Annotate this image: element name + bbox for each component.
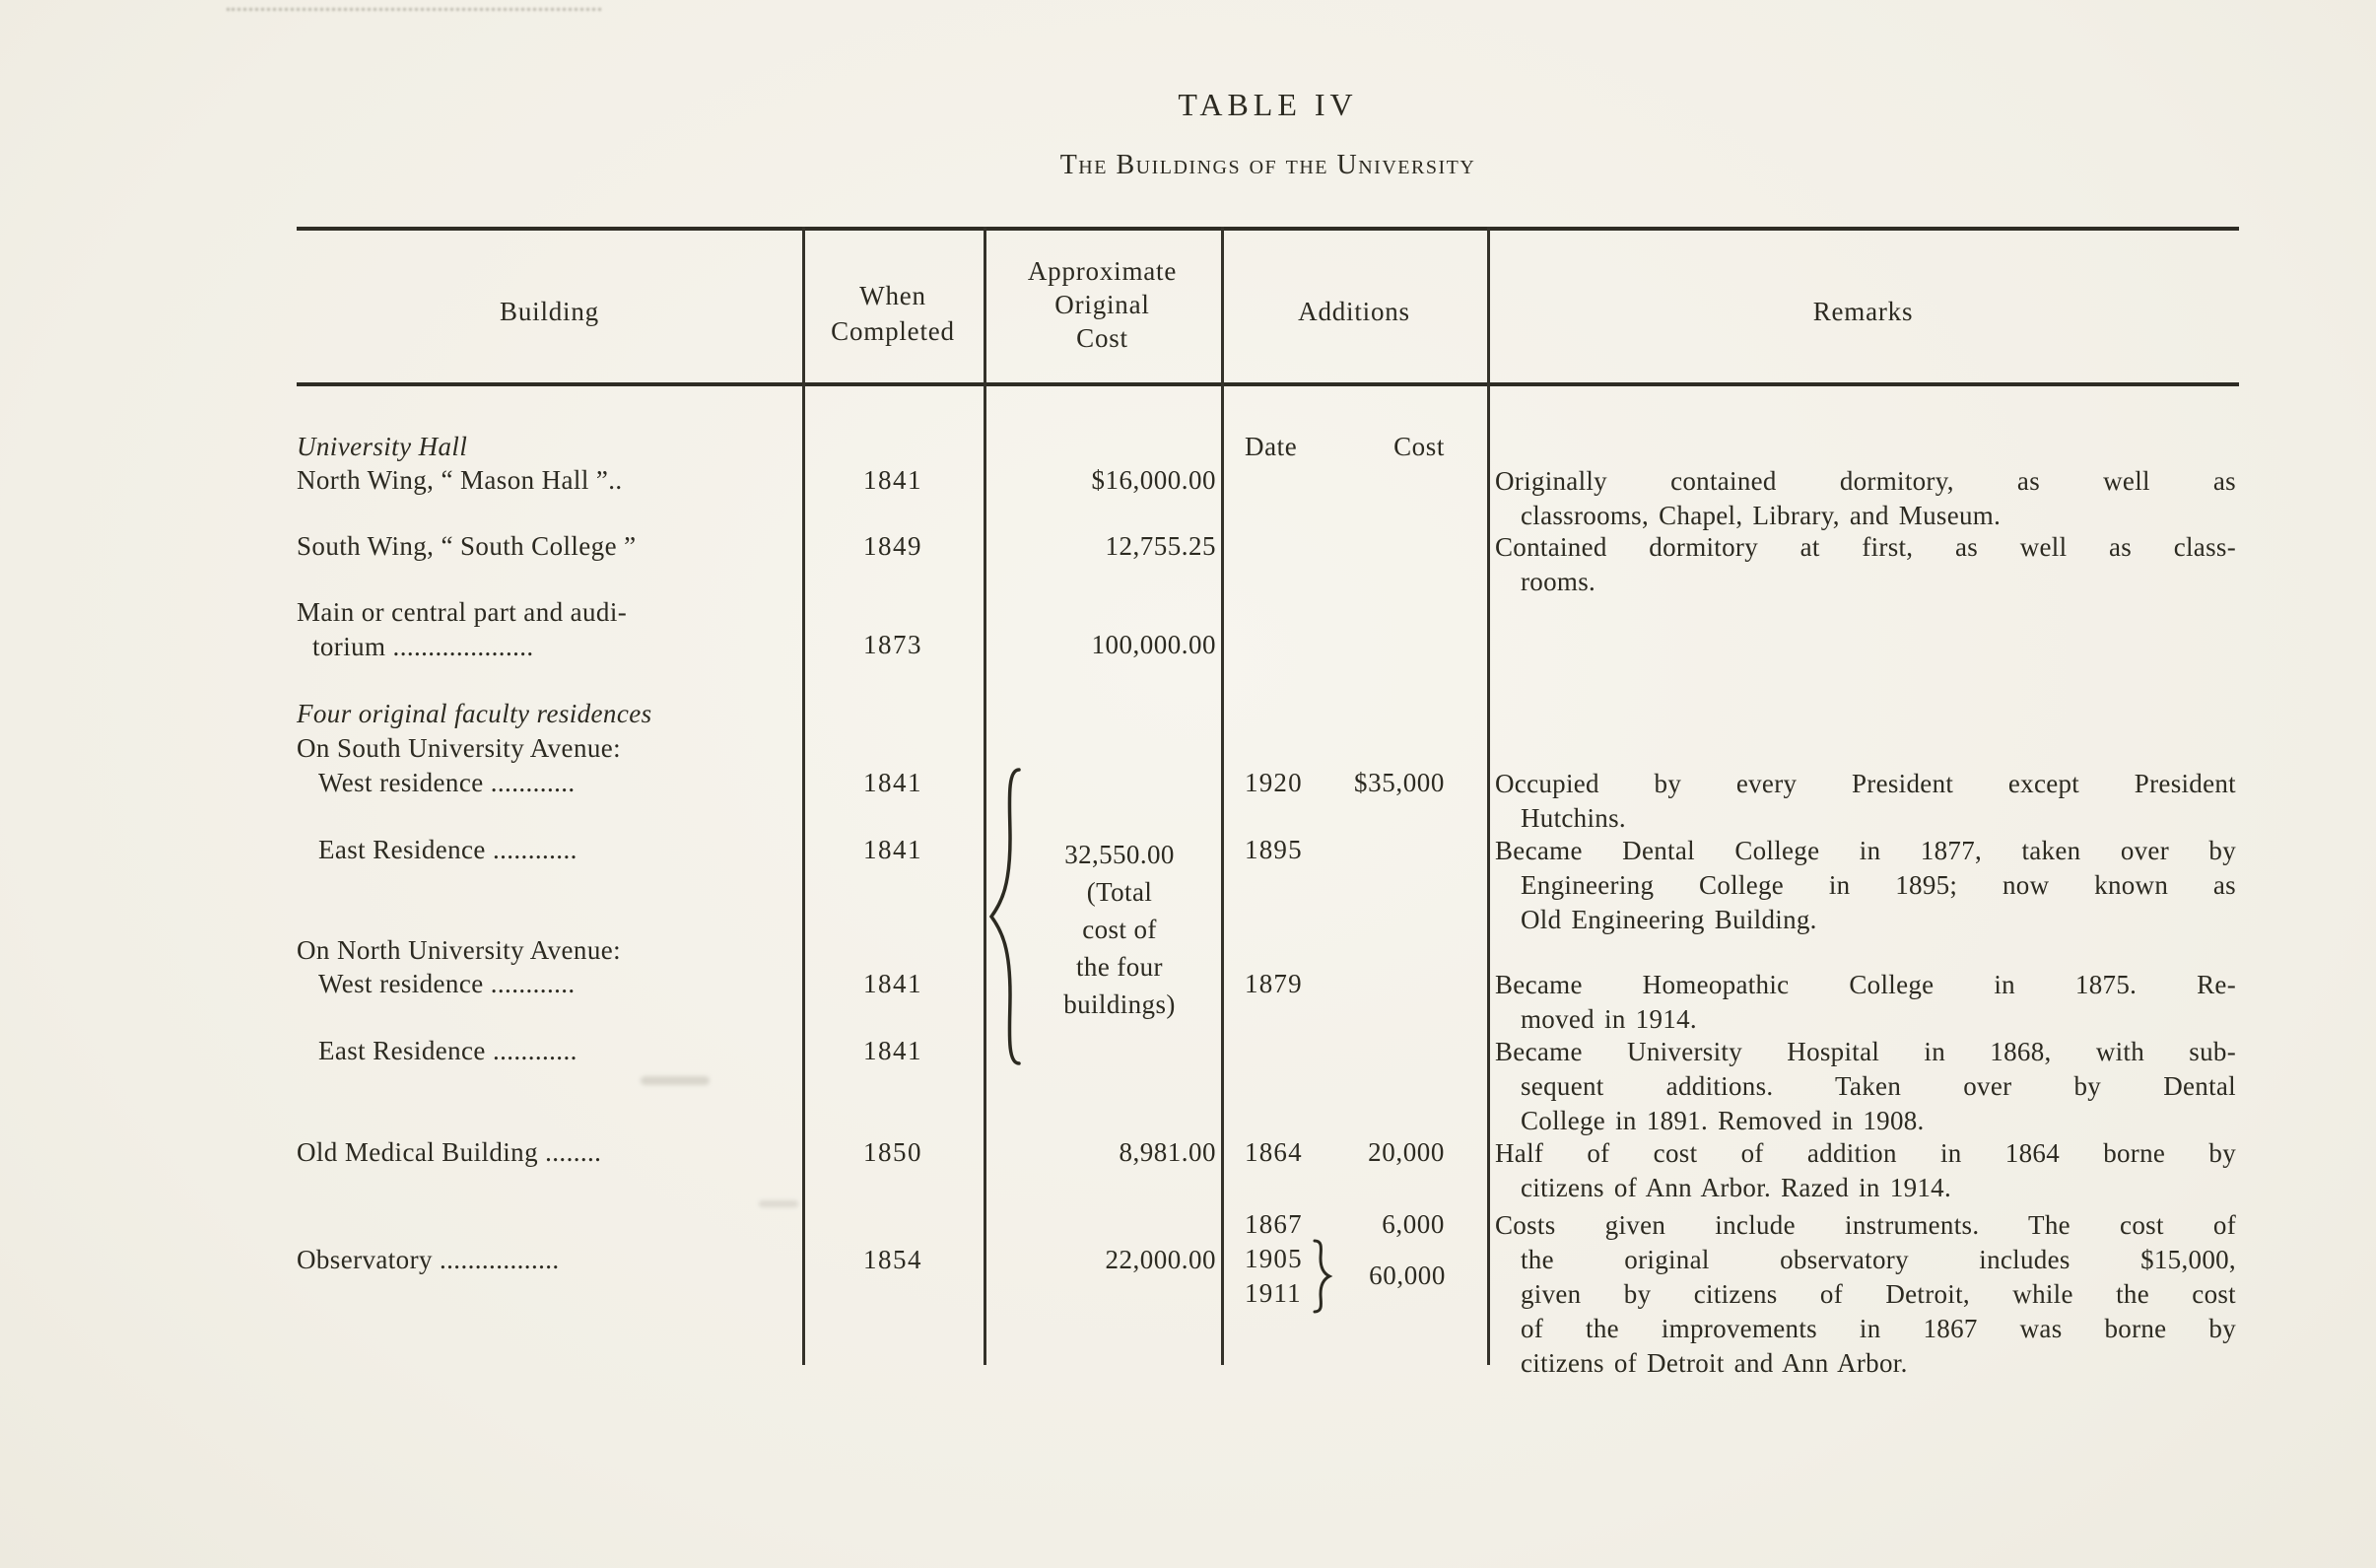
remark-line: sequent additions. Taken over by Dental: [1521, 1071, 2236, 1101]
addition-date: 1879: [1245, 969, 1303, 998]
grouped-cost-note-line: buildings): [1063, 989, 1176, 1019]
original-cost: $16,000.00: [1091, 465, 1216, 495]
scan-artifact: [227, 8, 601, 11]
remarks-cell: [1495, 834, 2236, 937]
year-completed: 1841: [863, 835, 922, 864]
building-name: Main or central part and audi-: [297, 597, 628, 627]
building-name: East Residence ............: [318, 1036, 577, 1065]
addition-date: 1864: [1245, 1137, 1303, 1167]
addition-date: 1867: [1245, 1209, 1303, 1239]
page-subtitle: The Buildings of the University: [1059, 150, 1476, 180]
year-completed: 1841: [863, 1036, 922, 1065]
building-name: West residence ............: [318, 768, 576, 797]
col-header-approx-cost: [984, 254, 1221, 355]
original-cost: 100,000.00: [1091, 630, 1216, 659]
year-completed: 1854: [863, 1245, 922, 1274]
col-header-approx-line1: Approximate: [1027, 256, 1178, 286]
remark-line: moved in 1914.: [1521, 1004, 1697, 1034]
remark-line: rooms.: [1521, 567, 1596, 596]
remark-line: classrooms, Chapel, Library, and Museum.: [1521, 501, 2002, 530]
remarks-cell: [1495, 767, 2236, 836]
year-completed: 1850: [863, 1137, 922, 1167]
remark-line: College in 1891. Removed in 1908.: [1521, 1106, 1925, 1135]
grouped-cost-note-line: the four: [1076, 952, 1163, 982]
addition-date: 1895: [1245, 835, 1303, 864]
addition-date: 1911: [1245, 1278, 1302, 1308]
column-rule-4: [1487, 227, 1490, 1365]
remarks-cell: [1495, 1136, 2236, 1205]
addition-years-brace: [1310, 1238, 1333, 1315]
remark-line: the original observatory includes $15,000,: [1521, 1245, 2236, 1274]
building-name: Observatory .................: [297, 1245, 560, 1274]
year-completed: 1849: [863, 531, 922, 561]
addition-cost: 6,000: [1382, 1209, 1445, 1239]
page-title: TABLE IV: [1178, 87, 1358, 122]
addition-cost: $35,000: [1354, 768, 1445, 797]
col-header-building: Building: [500, 297, 599, 326]
col-header-approx-line2: Original: [1054, 290, 1150, 319]
building-name: North Wing, “ Mason Hall ”..: [297, 465, 623, 495]
remark-line: Costs given include instruments. The cost of: [1495, 1210, 2236, 1240]
group-header-faculty-residences: Four original faculty residences: [297, 699, 652, 728]
remark-line: citizens of Detroit and Ann Arbor.: [1521, 1348, 1908, 1378]
remark-line: of the improvements in 1867 was borne by: [1521, 1314, 2236, 1343]
subheader-cost: Cost: [1393, 432, 1445, 461]
total-cost-brace: [986, 764, 1024, 1069]
remark-line: Hutchins.: [1521, 803, 1626, 833]
remark-line: Contained dormitory at first, as well as class-: [1495, 532, 2236, 562]
remark-line: Became Dental College in 1877, taken over by: [1495, 836, 2236, 865]
grouped-cost-amount: 32,550.00: [1064, 840, 1175, 869]
group-header-north-university: On North University Avenue:: [297, 935, 621, 965]
original-cost: 8,981.00: [1119, 1137, 1216, 1167]
remarks-cell: [1495, 530, 2236, 599]
header-bottom-rule: [297, 382, 2239, 386]
col-header-approx-line3: Cost: [1076, 323, 1128, 353]
group-header-south-university: On South University Avenue:: [297, 733, 622, 763]
remark-line: Engineering College in 1895; now known as: [1521, 870, 2236, 900]
remark-line: citizens of Ann Arbor. Razed in 1914.: [1521, 1173, 1952, 1202]
remark-line: Originally contained dormitory, as well as: [1495, 466, 2236, 496]
building-name: South Wing, “ South College ”: [297, 531, 637, 561]
building-name: Old Medical Building ........: [297, 1137, 602, 1167]
remarks-cell: [1495, 464, 2236, 533]
col-header-when-completed: When Completed: [831, 281, 955, 346]
original-cost: 12,755.25: [1105, 531, 1216, 561]
grouped-cost-note-line: (Total: [1086, 877, 1153, 907]
grouped-cost-note: [1021, 836, 1218, 1023]
column-rule-3: [1221, 227, 1224, 1365]
year-completed: 1873: [863, 630, 922, 659]
remark-line: Became University Hospital in 1868, with sub-: [1495, 1037, 2236, 1066]
building-name-continuation: torium ....................: [312, 632, 534, 661]
addition-date: 1905: [1245, 1244, 1303, 1273]
remark-line: given by citizens of Detroit, while the cost: [1521, 1279, 2236, 1309]
group-header-university-hall: University Hall: [297, 432, 468, 461]
remark-line: Occupied by every President except President: [1495, 769, 2236, 798]
addition-cost: 60,000: [1369, 1261, 1446, 1290]
year-completed: 1841: [863, 969, 922, 998]
remark-line: Old Engineering Building.: [1521, 905, 1817, 934]
year-completed: 1841: [863, 768, 922, 797]
grouped-cost-note-line: cost of: [1082, 915, 1157, 944]
table-top-rule: [297, 227, 2239, 231]
original-cost: 22,000.00: [1105, 1245, 1216, 1274]
remarks-cell: [1495, 1208, 2236, 1381]
remark-line: Half of cost of addition in 1864 borne by: [1495, 1138, 2236, 1168]
remarks-cell: [1495, 1035, 2236, 1138]
addition-cost: 20,000: [1368, 1137, 1445, 1167]
buildings-table: [297, 227, 2239, 1378]
addition-date: 1920: [1245, 768, 1303, 797]
remarks-cell: [1495, 968, 2236, 1037]
building-name: West residence ............: [318, 969, 576, 998]
col-header-remarks: Remarks: [1812, 297, 1914, 326]
year-completed: 1841: [863, 465, 922, 495]
subheader-date: Date: [1245, 432, 1298, 461]
building-name: East Residence ............: [318, 835, 577, 864]
col-header-additions: Additions: [1298, 297, 1410, 326]
remark-line: Became Homeopathic College in 1875. Re-: [1495, 970, 2236, 999]
